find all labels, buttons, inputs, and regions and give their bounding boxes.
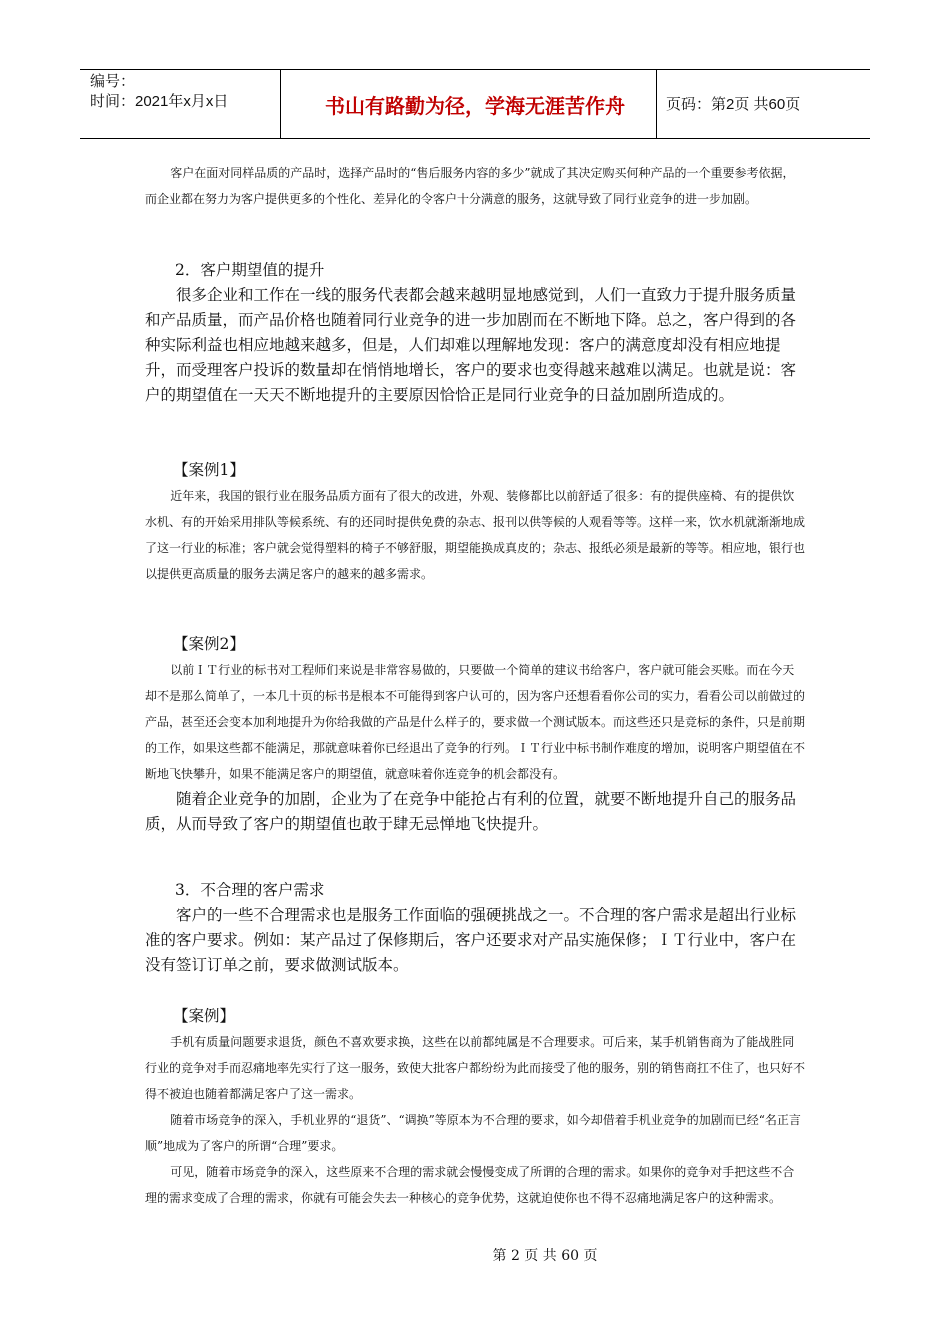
- case-1: [145, 458, 805, 587]
- case-2-title: 【案例2】: [173, 635, 245, 653]
- footer-page-number: 第 2 页 共 60 页: [492, 1248, 598, 1264]
- case-3: [145, 1004, 805, 1211]
- section-2-paragraph: 很多企业和工作在一线的服务代表都会越来越明显地感觉到，人们一直致力于提升服务质量和产品质量，而产品价格也随着同行业竞争的进一步加剧而在不断地下降。总之，客户得到的各种实际利益也相应地越来越多，但是，人们却难以理解地发现：客户的满意度却没有相应地提升，而受理客户投诉的数量却在悄悄地增长，客户的要求也变得越来越难以满足。也就是说：客户的期望值在一天天不断地提升的主要原因恰恰正是同行业竞争的日益加剧所造成的。: [145, 286, 797, 404]
- case-3-paragraph-3: 可见，随着市场竞争的深入，这些原来不合理的需求就会慢慢变成了所谓的合理的需求。如果你的竞争对手把这些不合理的需求变成了合理的需求，你就有可能会失去一种核心的竞争优势，这就迫使你也不得不忍痛地满足客户的这种需求。: [145, 1165, 795, 1205]
- header-page-number: 页码：第2页 共60页: [666, 96, 801, 113]
- section-3-title: 3．不合理的客户需求: [175, 881, 325, 899]
- section-2: [145, 258, 805, 408]
- case-3-paragraph-2: 随着市场竞争的深入，手机业界的“退货”、“调换”等原本为不合理的要求，如今却借着手机业竞争的加剧而已经“名正言顺”地成为了客户的所谓“合理”要求。: [145, 1113, 801, 1153]
- case-2-paragraph: 以前ＩＴ行业的标书对工程师们来说是非常容易做的，只要做一个简单的建议书给客户，客户就可能会买账。而在今天却不是那么简单了，一本几十页的标书是根本不可能得到客户认可的，因为客户还想看看你公司的实力，看看公司以前做过的产品，甚至还会变本加利地提升为你给我做的产品是什么样子的，要求做一个测试版本。而这些还只是竞标的条件，只是前期的工作，如果这些都不能满足，那就意味着你已经退出了竞争的行列。ＩＴ行业中标书制作难度的增加，说明客户期望值在不断地飞快攀升，如果不能满足客户的期望值，就意味着你连竞争的机会都没有。: [145, 663, 806, 781]
- case-2: [145, 632, 805, 837]
- page-header: [80, 69, 870, 139]
- header-meta: [90, 72, 228, 112]
- section-3-paragraph: 客户的一些不合理需求也是服务工作面临的强硬挑战之一。不合理的客户需求是超出行业标准的客户要求。例如：某产品过了保修期后，客户还要求对产品实施保修；ＩＴ行业中，客户在没有签订订单之前，要求做测试版本。: [145, 906, 797, 974]
- intro-block: [145, 160, 805, 212]
- case-1-paragraph: 近年来，我国的银行业在服务品质方面有了很大的改进，外观、装修都比以前舒适了很多：有的提供座椅、有的提供饮水机、有的开始采用排队等候系统、有的还同时提供免费的杂志、报刊以供等候的人观看等等。这样一来，饮水机就渐渐地成了这一行业的标准；客户就会觉得塑料的椅子不够舒服，期望能换成真皮的；杂志、报纸必须是最新的等等。相应地，银行也以提供更高质量的服务去满足客户的越来的越多需求。: [145, 489, 806, 581]
- document-date-label: 时间：2021年x月x日: [90, 93, 229, 110]
- page-footer: [0, 1245, 950, 1265]
- section-3: [145, 878, 805, 978]
- case-1-title: 【案例1】: [173, 461, 245, 479]
- case-2-summary: 随着企业竞争的加剧，企业为了在竞争中能抢占有利的位置，就要不断地提升自己的服务品质，从而导致了客户的期望值也敢于肆无忌惮地飞快提升。: [145, 790, 797, 833]
- document-number-label: 编号：: [90, 73, 136, 90]
- header-divider: [656, 70, 657, 138]
- case-3-paragraph-1: 手机有质量问题要求退货，颜色不喜欢要求换，这些在以前都纯属是不合理要求。可后来，某手机销售商为了能战胜同行业的竞争对手而忍痛地率先实行了这一服务，致使大批客户都纷纷为此而接受了他的服务，别的销售商扛不住了，也只好不得不被迫也随着都满足客户了这一需求。: [145, 1035, 806, 1101]
- intro-paragraph: 客户在面对同样品质的产品时，选择产品时的“售后服务内容的多少”就成了其决定购买何种产品的一个重要参考依据，而企业都在努力为客户提供更多的个性化、差异化的令客户十分满意的服务，这就导致了同行业竞争的进一步加剧。: [145, 166, 795, 206]
- header-motto: 书山有路勤为径，学海无涯苦作舟: [325, 94, 625, 118]
- section-2-title: 2．客户期望值的提升: [175, 261, 325, 279]
- case-3-title: 【案例】: [173, 1007, 236, 1025]
